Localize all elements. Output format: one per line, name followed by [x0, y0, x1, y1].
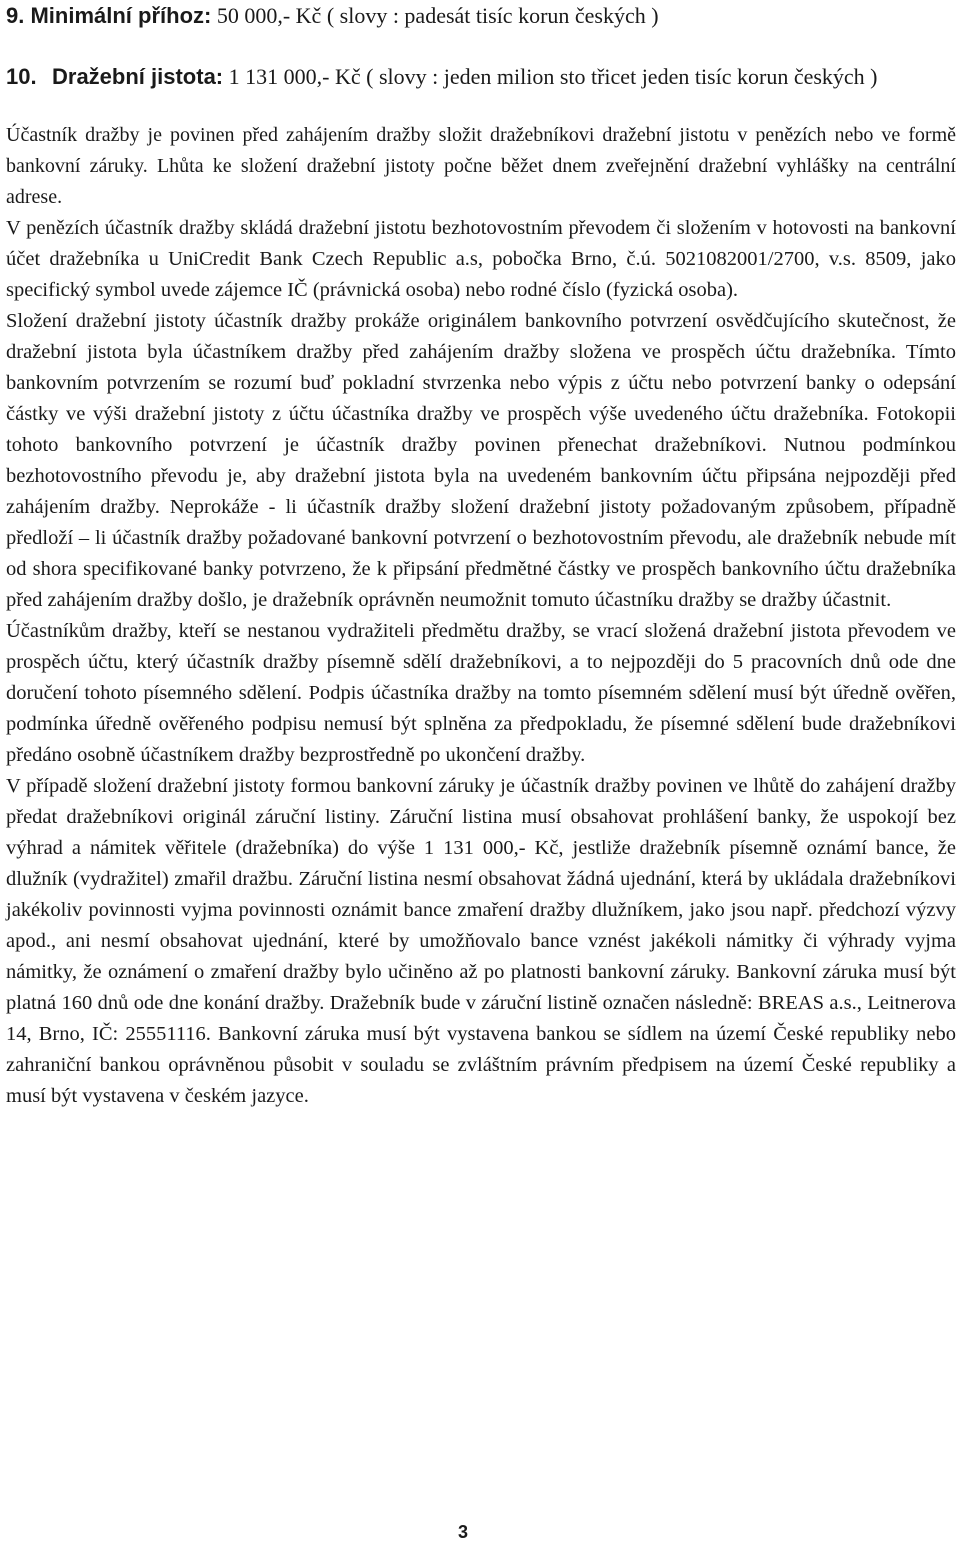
paragraph-cash-transfer: V penězích účastník dražby skládá dražební jistotu bezhotovostním převodem či složením v hotovosti na bankovní účet dražebníka u UniCredit Bank Czech Republic a.s, pobočka Brno, č.ú. 5021082001/2700, v.s. 8509, jako specifický symbol uvede zájemce IČ (právnická osoba) nebo rodné číslo (fyzická osoba). [6, 217, 956, 301]
paragraph-deposit-proof: Složení dražební jistoty účastník dražby prokáže originálem bankovního potvrzení osvědčujícího skutečnost, že dražební jistota byla účastníkem dražby před zahájením dražby složena ve prospěch účtu dražebníka. Tímto bankovním potvrzením se rozumí buď pokladní stvrzenka nebo výpis z účtu nebo potvrzení banky o odepsání částky ve výši dražební jistoty z účtu účastníka dražby ve prospěch výše uvedeného účtu dražebníka. Fotokopii tohoto bankovního potvrzení je účastník dražby povinen přenechat dražebníkovi. Nutnou podmínkou bezhotovostního převodu je, aby dražební jistota byla na uvedeném bankovním účtu připsána nejpozději před zahájením dražby. Neprokáže - li účastník dražby složení dražební jistoty požadovaným způsobem, případně předloží – li účastník dražby požadované bankovní potvrzení o bezhotovostním převodu, ale dražebník nebude mít od shora specifikované banky potvrzeno, že k připsání předmětné částky ve prospěch bankovního účtu dražebníka před zahájením dražby došlo, je dražebník oprávněn neumožnit tomuto účastníku dražby se dražby účastnit. [6, 310, 956, 611]
item-10-number: 10. [6, 64, 37, 89]
item-9-label: 9. Minimální příhoz: [6, 3, 212, 28]
paragraph-deposit-return: Účastníkům dražby, kteří se nestanou vydražiteli předmětu dražby, se vrací složená dražební jistota převodem ve prospěch účtu, který účastník dražby písemně sdělí dražebníkovi, a to nejpozději do 5 pracovních dnů ode dne doručení tohoto písemného sdělení. Podpis účastníka dražby na tomto písemném sdělení musí být úředně ověřen, podmínka úředně ověřeného podpisu nemusí být splněna za předpokladu, že písemné sdělení bude dražebníkovi předáno osobně účastníkem dražby bezprostředně po ukončení dražby. [6, 620, 956, 766]
page-number: 3 [458, 1522, 469, 1542]
item-9-value: 50 000,- Kč ( slovy : padesát tisíc korun českých ) [211, 3, 659, 28]
item-9-heading [6, 2, 659, 30]
paragraph-deposit-obligation: Účastník dražby je povinen před zahájením dražby složit dražebníkovi dražební jistotu v penězích nebo ve formě bankovní záruky. Lhůta ke složení dražební jistoty počne běžet dnem zveřejnění dražební vyhlášky na centrální adrese. [6, 124, 956, 208]
item-10-heading [6, 62, 956, 92]
item-10-label: Dražební jistota: [52, 64, 224, 89]
paragraph-bank-guarantee: V případě složení dražební jistoty formou bankovní záruky je účastník dražby povinen ve lhůtě do zahájení dražby předat dražebníkovi originál záruční listiny. Záruční listina musí obsahovat prohlášení banky, že uspokojí bez výhrad a námitek věřitele (dražebníka) do výše 1 131 000,- Kč, jestliže dražebník písemně oznámí bance, že dlužník (vydražitel) zmařil dražbu. Záruční listina nesmí obsahovat žádná ujednání, která by ukládala dražebníkovi jakékoliv povinnosti vyjma povinnosti oznámit bance zmaření dražby dlužníkem, jako jsou např. předchozí výzvy apod., ani nesmí obsahovat ujednání, které by umožňovalo bance vznést jakékoli námitky či výhrady vyjma námitky, že oznámení o zmaření dražby bylo učiněno až po platnosti bankovní záruky. Bankovní záruka musí být platná 160 dnů ode dne konání dražby. Dražebník bude v záruční listině označen následně: BREAS a.s., Leitnerova 14, Brno, IČ: 25551116. Bankovní záruka musí být vystavena bankou se sídlem na území České republiky nebo zahraniční bankou oprávněnou působit v souladu se zvláštním právním předpisem na území České republiky a musí být vystavena v českém jazyce. [6, 775, 956, 1107]
item-10-value: 1 131 000,- Kč ( slovy : jeden milion sto třicet jeden tisíc korun českých ) [223, 64, 878, 89]
document-body [6, 120, 956, 1112]
